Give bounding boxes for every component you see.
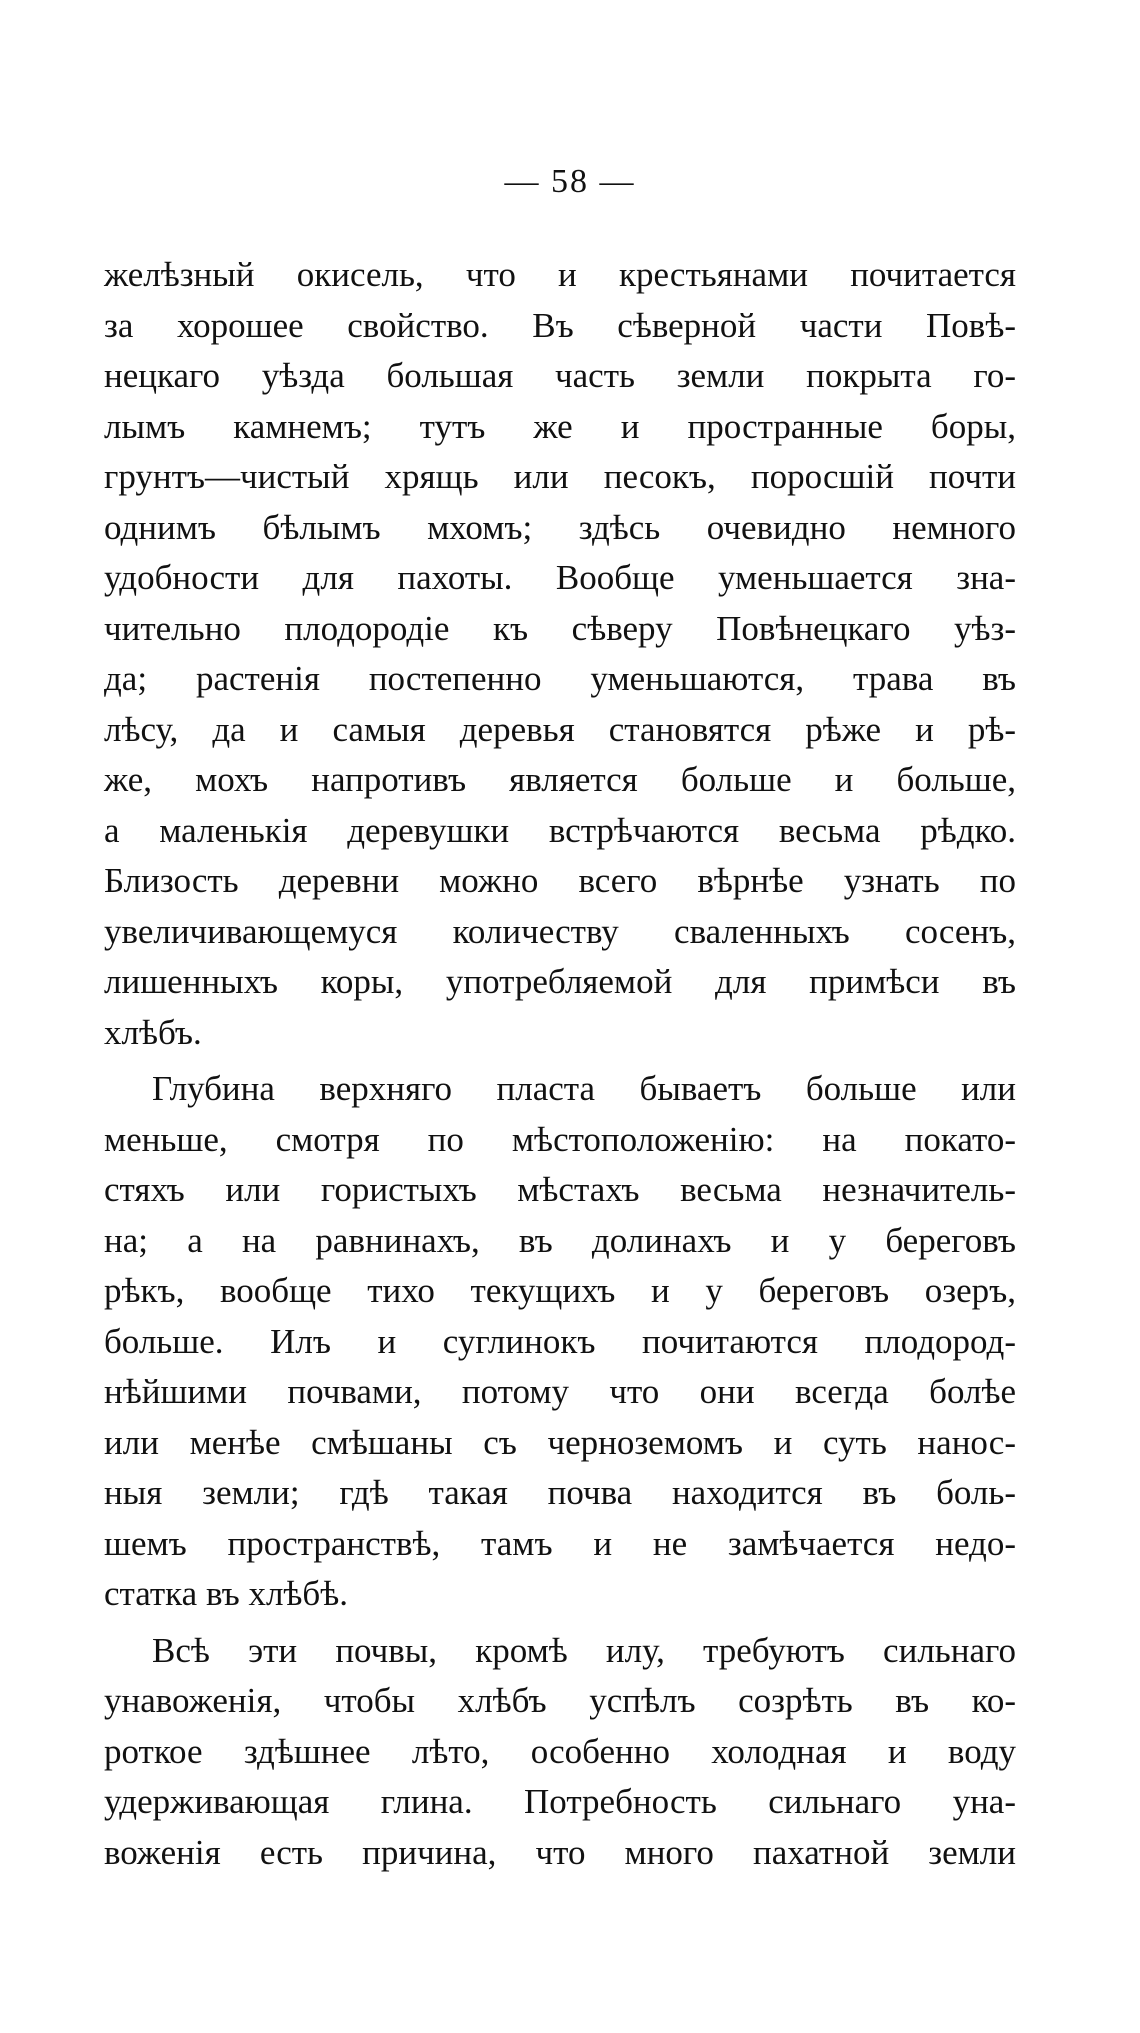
- text-line: больше. Илъ и суглинокъ почитаются плодород-: [104, 1321, 1016, 1361]
- text-line: же, мохъ напротивъ является больше и больше,: [104, 760, 1016, 799]
- text-line: желѣзный окисель, что и крестьянами почитается: [104, 255, 1016, 294]
- text-line: лымъ камнемъ; тутъ же и пространные боры,: [104, 406, 1016, 446]
- text-line: нецкаго уѣзда большая часть земли покрыта го-: [104, 356, 1016, 395]
- text-line: на; а на равнинахъ, въ долинахъ и у береговъ: [104, 1220, 1016, 1260]
- body-text: [104, 250, 1016, 1878]
- text-line: Близость деревни можно всего вѣрнѣе узнать по: [104, 861, 1016, 900]
- text-line: хлѣбъ.: [104, 1012, 202, 1052]
- text-line: увеличивающемуся количеству сваленныхъ сосенъ,: [104, 911, 1016, 951]
- text-line: нѣйшими почвами, потому что они всегда болѣе: [104, 1372, 1016, 1411]
- text-line: лишенныхъ коры, употребляемой для примѣси въ: [104, 962, 1016, 1001]
- text-line: стяхъ или гористыхъ мѣстахъ весьма незначитель-: [104, 1170, 1016, 1209]
- text-line: грунтъ—чистый хрящь или песокъ, поросшій почти: [104, 457, 1016, 496]
- page-number: — 58 —: [504, 163, 636, 200]
- text-line: да; растенія постепенно уменьшаются, трава въ: [104, 659, 1016, 698]
- text-line: шемъ пространствѣ, тамъ и не замѣчается недо-: [104, 1523, 1016, 1563]
- text-line: однимъ бѣлымъ мхомъ; здѣсь очевидно немного: [104, 507, 1016, 547]
- text-line: удобности для пахоты. Вообще уменьшается зна-: [104, 558, 1016, 597]
- paragraph-start-line: Всѣ эти почвы, кромѣ илу, требуютъ сильнаго: [152, 1630, 1016, 1670]
- text-line: унавоженія, чтобы хлѣбъ успѣлъ созрѣть въ ко-: [104, 1681, 1016, 1720]
- text-line: роткое здѣшнее лѣто, особенно холодная и воду: [104, 1731, 1016, 1771]
- text-line: а маленькія деревушки встрѣчаются весьма рѣдко.: [104, 810, 1016, 850]
- text-line: лѣсу, да и самыя деревья становятся рѣже и рѣ-: [104, 709, 1016, 749]
- text-line: воженія есть причина, что много пахатной земли: [104, 1832, 1016, 1872]
- paragraph-start-line: Глубина верхняго пласта бываетъ больше или: [152, 1069, 1016, 1108]
- text-line: ныя земли; гдѣ такая почва находится въ боль-: [104, 1473, 1016, 1512]
- text-line: за хорошее свойство. Въ сѣверной части Повѣ-: [104, 305, 1016, 345]
- text-line: чительно плодородіе къ сѣверу Повѣнецкаго уѣз-: [104, 608, 1016, 648]
- text-line: или менѣе смѣшаны съ черноземомъ и суть нанос-: [104, 1422, 1016, 1462]
- text-line: удерживающая глина. Потребность сильнаго уна-: [104, 1782, 1016, 1821]
- text-line: рѣкъ, вообще тихо текущихъ и у береговъ озеръ,: [104, 1271, 1016, 1310]
- text-line: статка въ хлѣбѣ.: [104, 1574, 348, 1613]
- text-line: меньше, смотря по мѣстоположенію: на покато-: [104, 1119, 1016, 1159]
